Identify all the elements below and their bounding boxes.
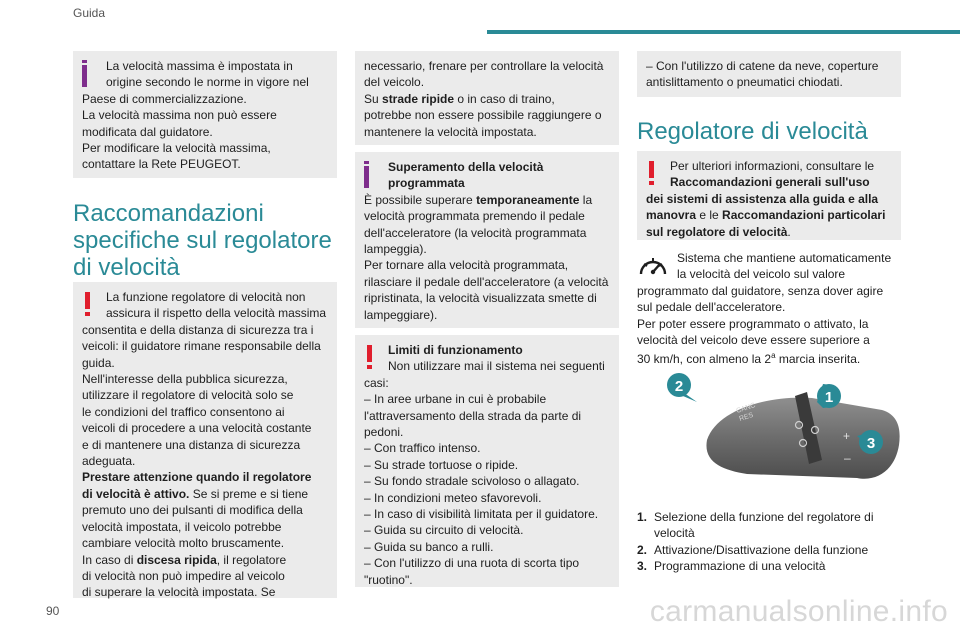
bold-text: Raccomandazioni generali sull'uso xyxy=(670,175,870,190)
text-line: l'attraversamento della strada da parte di xyxy=(364,408,582,423)
heading-line: specifiche sul regolatore xyxy=(73,227,332,254)
text-line: la velocità del veicolo sul valore xyxy=(677,267,846,282)
watermark-text: carmanualsonline.info xyxy=(649,595,948,628)
text-line: di superare la velocità impostata. Se xyxy=(82,585,276,600)
header-accent-bar xyxy=(487,30,960,34)
text-line: premuto uno dei pulsanti di modifica della xyxy=(82,503,303,518)
section-heading-cruise-control: Regolatore di velocità xyxy=(637,118,868,145)
numbered-legend xyxy=(637,509,901,575)
text-line: Per ulteriori informazioni, consultare le xyxy=(670,159,875,173)
text-line: – In condizioni meteo sfavorevoli. xyxy=(364,490,542,505)
section-heading-recommendations xyxy=(73,200,337,281)
text-line: Per modificare la velocità massima, xyxy=(82,141,271,156)
text-run: Se si preme e si tiene xyxy=(189,486,309,501)
text-line: antislittamento o pneumatici chiodati. xyxy=(646,75,843,90)
text-line: Selezione della funzione del regolatore di xyxy=(654,510,874,524)
text-run: o in caso di traino, xyxy=(454,91,555,106)
text-line: Sistema che mantiene automaticamente xyxy=(677,251,892,265)
text-line xyxy=(646,207,892,223)
text-line xyxy=(82,469,328,485)
text-line: veicoli: il guidatore rimane responsabile della xyxy=(82,339,321,354)
text-line: le condizioni del traffico consentono ai xyxy=(82,404,285,419)
bold-text: temporaneamente xyxy=(476,192,580,207)
text-line: – Con l'utilizzo di una ruota di scorta tipo xyxy=(364,556,580,571)
text-line xyxy=(646,174,892,190)
bold-text: Raccomandazioni particolari xyxy=(722,208,886,223)
info-box-exceeding-speed xyxy=(355,152,619,328)
text-line: – Con l'utilizzo di catene da neve, coperture xyxy=(646,59,879,73)
list-number: 2. xyxy=(637,542,648,557)
text-line: Nell'interesse della pubblica sicurezza, xyxy=(82,372,288,387)
continuation-box-chains xyxy=(637,51,901,97)
text-run: 30 km/h, con almeno la 2 xyxy=(637,352,772,367)
text-line: modificata dal guidatore. xyxy=(82,124,213,139)
text-line: – In caso di visibilità limitata per il guidatore. xyxy=(364,507,599,522)
text-line: – Con traffico intenso. xyxy=(364,441,481,456)
text-line xyxy=(646,224,892,240)
plus-symbol: + xyxy=(843,429,851,443)
text-run: È possibile superare xyxy=(364,192,477,207)
warning-icon xyxy=(649,161,655,185)
info-box-max-speed xyxy=(73,51,337,178)
stalk-label: RES xyxy=(738,411,755,423)
text-run: Su xyxy=(364,91,383,106)
text-line: consentita e della distanza di sicurezza tra i xyxy=(82,322,314,337)
text-line: cambiare velocità molto bruscamente. xyxy=(82,536,285,551)
text-line: assicura il rispetto della velocità massima xyxy=(106,306,327,321)
warning-icon xyxy=(367,345,373,369)
text-line: potrebbe non essere possibile raggiungere o xyxy=(364,108,602,123)
text-line: lampeggiare). xyxy=(364,307,438,322)
text-line: ripristinata, la velocità visualizzata smette di xyxy=(364,291,597,306)
text-line: velocità xyxy=(654,526,695,541)
text-line: guida. xyxy=(82,355,115,370)
bold-text: strade ripide xyxy=(382,91,455,106)
heading-line: Raccomandazioni xyxy=(73,200,264,227)
list-number: 3. xyxy=(637,559,648,574)
callout-2-number: 2 xyxy=(674,378,684,395)
text-line: contattare la Rete PEUGEOT. xyxy=(82,157,241,172)
text-line xyxy=(364,175,610,191)
text-run: e le xyxy=(696,208,723,223)
text-line: utilizzare il regolatore di velocità solo se xyxy=(82,388,294,403)
text-run: . xyxy=(787,224,791,239)
warning-box-cruise-control xyxy=(73,282,337,598)
bold-text: di velocità è attivo. xyxy=(82,486,190,501)
warning-icon xyxy=(85,292,91,316)
text-line xyxy=(82,486,328,502)
text-line: Non utilizzare mai il sistema nei seguenti xyxy=(388,359,605,374)
text-line: e di mantenere una distanza di sicurezza xyxy=(82,437,301,452)
text-line: Programmazione di una velocità xyxy=(654,559,826,574)
text-line: Paese di commercializzazione. xyxy=(82,91,247,106)
callout-1-number: 1 xyxy=(824,389,834,406)
text-line: sul pedale dell'acceleratore. xyxy=(637,300,786,315)
list-item xyxy=(637,558,901,574)
text-line: "ruotino". xyxy=(364,572,413,587)
text-line: velocità programmata premendo il pedale xyxy=(364,209,585,224)
bold-text: sul regolatore di velocità xyxy=(646,224,788,239)
text-line: velocità impostata, il veicolo potrebbe xyxy=(82,519,282,534)
stalk-label: CANC xyxy=(735,402,757,415)
heading-line: di velocità xyxy=(73,254,180,281)
text-line: origine secondo le norme in vigore nel xyxy=(106,75,309,90)
text-line: casi: xyxy=(364,375,389,390)
text-line: – In aree urbane in cui è probabile xyxy=(364,392,547,407)
text-line xyxy=(364,91,610,107)
text-line: La velocità massima è impostata in xyxy=(106,59,293,73)
warning-box-operating-limits xyxy=(355,335,619,587)
text-line xyxy=(364,342,610,358)
page-number: 90 xyxy=(46,604,60,618)
text-line: – Su strade tortuose o ripide. xyxy=(364,457,519,472)
text-line: – Guida su circuito di velocità. xyxy=(364,523,524,538)
text-line: La funzione regolatore di velocità non xyxy=(106,290,306,304)
info-icon xyxy=(82,65,87,87)
warning-box-more-info xyxy=(637,151,901,240)
text-line: rilasciare il pedale dell'acceleratore (a velocità xyxy=(364,274,609,289)
text-line: Attivazione/Disattivazione della funzione xyxy=(654,542,869,557)
minus-symbol: – xyxy=(844,451,851,465)
text-run: marcia inserita. xyxy=(775,352,861,367)
superscript: a xyxy=(771,351,776,361)
text-line: La velocità massima non può essere xyxy=(82,108,277,123)
text-line: Per poter essere programmato o attivato, la xyxy=(637,316,869,331)
text-line xyxy=(364,159,610,175)
text-line: mantenere la velocità impostata. xyxy=(364,124,537,139)
callout-3-number: 3 xyxy=(866,435,876,452)
text-line xyxy=(82,552,328,568)
text-line xyxy=(646,191,892,207)
list-item xyxy=(637,509,901,542)
text-line: pedoni. xyxy=(364,425,404,440)
bold-text: programmata xyxy=(388,176,465,191)
list-number: 1. xyxy=(637,510,648,524)
text-line: programmato dal guidatore, senza dover agire xyxy=(637,283,884,298)
continuation-box xyxy=(355,51,619,145)
text-line: lampeggia). xyxy=(364,242,427,257)
text-line: necessario, frenare per controllare la velocità xyxy=(364,59,604,73)
bold-text: Prestare attenzione quando il regolatore xyxy=(82,470,312,485)
bold-text: dei sistemi di assistenza alla guida e alla xyxy=(646,191,879,206)
text-line xyxy=(637,348,901,367)
text-line: di velocità non può impedire al veicolo xyxy=(82,568,285,583)
text-line: dell'acceleratore (la velocità programmata xyxy=(364,225,587,240)
bold-text: discesa ripida xyxy=(136,552,217,567)
text-line: Per tornare alla velocità programmata, xyxy=(364,258,569,273)
text-run: , il regolatore xyxy=(216,552,287,567)
text-line: velocità del veicolo deve essere superiore a xyxy=(637,333,870,348)
text-line: – Guida su banco a rulli. xyxy=(364,539,494,554)
text-run: la xyxy=(579,192,593,207)
text-line: – Su fondo stradale scivoloso o allagato. xyxy=(364,474,580,489)
info-icon xyxy=(364,166,369,188)
bold-text: Superamento della velocità xyxy=(388,160,544,174)
text-line: adeguata. xyxy=(82,454,136,469)
list-item xyxy=(637,542,901,558)
text-line: veicoli di procedere a una velocità costante xyxy=(82,421,312,436)
header-section-title: Guida xyxy=(73,6,106,20)
text-line xyxy=(364,192,610,208)
text-run: In caso di xyxy=(82,552,137,567)
speedometer-icon xyxy=(637,252,669,278)
bold-text: manovra xyxy=(646,208,697,223)
bold-text: Limiti di funzionamento xyxy=(388,343,523,357)
cruise-control-stalk-illustration xyxy=(637,370,901,495)
cruise-control-description xyxy=(637,250,901,368)
text-line: del veicolo. xyxy=(364,75,425,90)
